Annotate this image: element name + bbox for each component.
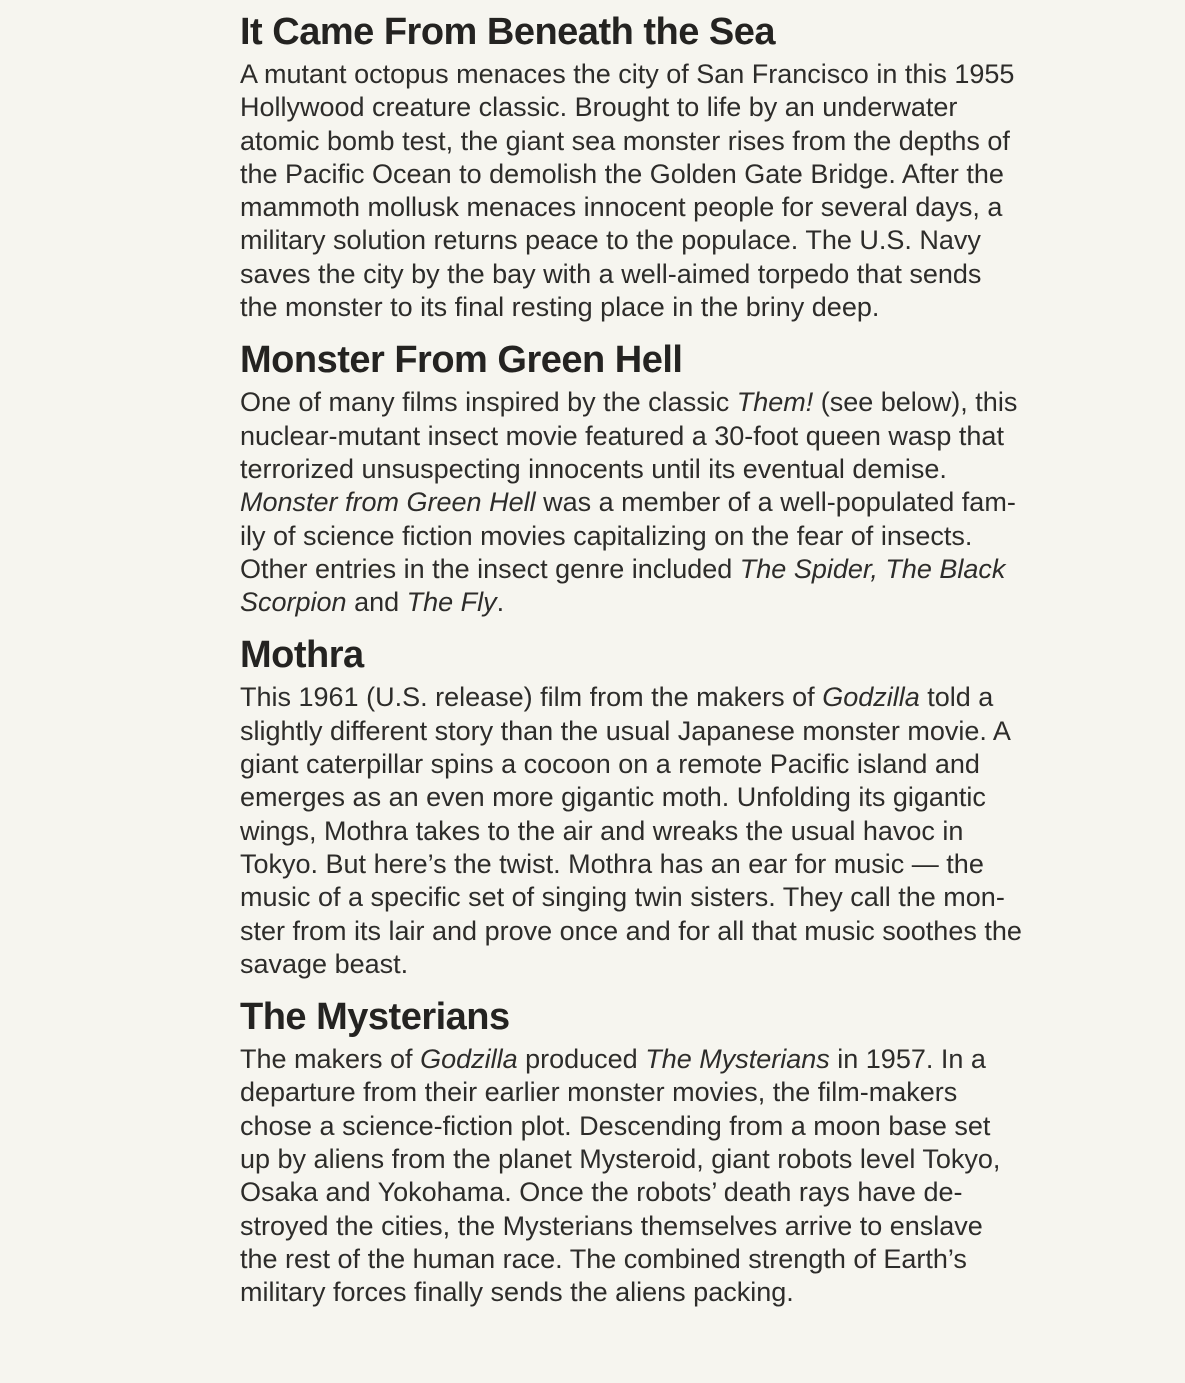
- body-line: [240, 486, 1125, 519]
- body-text: giant caterpillar spins a cocoon on a remote Pacific island and: [240, 749, 980, 780]
- entry-title: Mothra: [240, 634, 364, 677]
- italic-title-text: Godzilla: [822, 682, 920, 713]
- body-text: Tokyo. But here’s the twist. Mothra has an ear for music — the: [240, 848, 984, 879]
- body-line: [240, 586, 1125, 619]
- body-line: [240, 420, 1125, 453]
- body-line: [240, 1043, 1125, 1076]
- body-line: [240, 848, 1125, 881]
- entry-body: [240, 386, 1125, 619]
- body-text: ster from its lair and prove once and for all that music soothes the: [240, 915, 1022, 946]
- body-line: [240, 158, 1125, 191]
- body-text: mammoth mollusk menaces innocent people for several days, a: [240, 192, 1003, 223]
- entry-body: [240, 681, 1125, 981]
- entry-monster-from-green-hell: [240, 338, 1125, 619]
- body-line: [240, 748, 1125, 781]
- body-line: [240, 291, 1125, 324]
- body-text: the rest of the human race. The combined strength of Earth’s: [240, 1243, 967, 1274]
- body-line: [240, 1276, 1125, 1309]
- body-line: [240, 1210, 1125, 1243]
- body-text: military solution returns peace to the populace. The U.S. Navy: [240, 225, 981, 256]
- body-text: was a member of a well-populated fam-: [535, 487, 1016, 518]
- body-line: [240, 453, 1125, 486]
- body-line: [240, 881, 1125, 914]
- body-line: [240, 553, 1125, 586]
- body-text: the Pacific Ocean to demolish the Golden Gate Bridge. After the: [240, 158, 1004, 189]
- body-line: [240, 915, 1125, 948]
- body-text: military forces finally sends the aliens packing.: [240, 1277, 794, 1308]
- body-line: [240, 1143, 1125, 1176]
- italic-title-text: The Spider, The Black: [739, 553, 1006, 584]
- body-line: [240, 224, 1125, 257]
- body-text: Osaka and Yokohama. Once the robots’ death rays have de-: [240, 1177, 963, 1208]
- body-line: [240, 58, 1125, 91]
- body-text: up by aliens from the planet Mysteroid, giant robots level Tokyo,: [240, 1144, 1001, 1175]
- entry-title: It Came From Beneath the Sea: [240, 11, 776, 53]
- body-line: [240, 948, 1125, 981]
- body-text: chose a science-fiction plot. Descending from a moon base set: [240, 1110, 991, 1141]
- italic-title-text: Them!: [736, 387, 814, 418]
- body-text: the monster to its final resting place in the briny deep.: [240, 292, 880, 323]
- body-line: [240, 681, 1125, 714]
- italic-title-text: Godzilla: [420, 1044, 518, 1075]
- body-text: slightly different story than the usual Japanese monster movie. A: [240, 715, 1011, 746]
- body-text: This 1961 (U.S. release) film from the makers of: [240, 682, 823, 713]
- entry-mothra: [240, 633, 1125, 981]
- body-text: A mutant octopus menaces the city of San Francisco in this 1955: [240, 59, 1015, 89]
- body-text: stroyed the cities, the Mysterians themselves arrive to enslave: [240, 1210, 983, 1241]
- entry-body: [240, 58, 1125, 324]
- body-text: music of a specific set of singing twin sisters. They call the mon-: [240, 882, 1005, 913]
- body-line: [240, 815, 1125, 848]
- body-text: savage beast.: [240, 948, 409, 979]
- body-line: [240, 1110, 1125, 1143]
- body-text: atomic bomb test, the giant sea monster rises from the depths of: [240, 125, 1010, 156]
- body-line: [240, 715, 1125, 748]
- body-line: [240, 520, 1125, 553]
- body-text: in 1957. In a: [829, 1044, 986, 1075]
- body-text: ily of science fiction movies capitalizing on the fear of insects.: [240, 520, 973, 551]
- body-text: wings, Mothra takes to the air and wreaks the usual havoc in: [240, 815, 964, 846]
- body-text: and: [346, 587, 407, 618]
- body-line: [240, 781, 1125, 814]
- body-line: [240, 91, 1125, 124]
- body-line: [240, 1243, 1125, 1276]
- body-line: [240, 125, 1125, 158]
- body-text: (see below), this: [813, 387, 1018, 418]
- body-text: nuclear-mutant insect movie featured a 30-foot queen wasp that: [240, 420, 1004, 451]
- entry-body: [240, 1043, 1125, 1309]
- body-text: Hollywood creature classic. Brought to life by an underwater: [240, 92, 958, 123]
- italic-title-text: Scorpion: [240, 587, 347, 618]
- entry-title: The Mysterians: [240, 996, 510, 1039]
- body-line: [240, 191, 1125, 224]
- body-text: told a: [919, 682, 994, 713]
- entry-title: Monster From Green Hell: [240, 339, 683, 382]
- italic-title-text: The Mysterians: [645, 1044, 830, 1075]
- entry-the-mysterians: [240, 995, 1125, 1309]
- body-text: .: [496, 587, 505, 618]
- body-line: [240, 386, 1125, 419]
- italic-title-text: Monster from Green Hell: [240, 487, 536, 518]
- body-text: One of many films inspired by the classic: [240, 387, 737, 418]
- body-text: departure from their earlier monster movies, the film-makers: [240, 1077, 958, 1108]
- body-text: produced: [517, 1044, 646, 1075]
- body-text: saves the city by the bay with a well-aimed torpedo that sends: [240, 258, 982, 289]
- body-line: [240, 1076, 1125, 1109]
- body-text: Other entries in the insect genre included: [240, 553, 740, 584]
- italic-title-text: The Fly: [406, 587, 497, 618]
- body-text: The makers of: [240, 1044, 421, 1075]
- body-line: [240, 258, 1125, 291]
- body-text: emerges as an even more gigantic moth. Unfolding its gigantic: [240, 782, 986, 813]
- body-text: terrorized unsuspecting innocents until its eventual demise.: [240, 453, 947, 484]
- entry-it-came-from-beneath-the-sea: [240, 10, 1125, 324]
- body-line: [240, 1176, 1125, 1209]
- document-page: [240, 10, 1125, 1324]
